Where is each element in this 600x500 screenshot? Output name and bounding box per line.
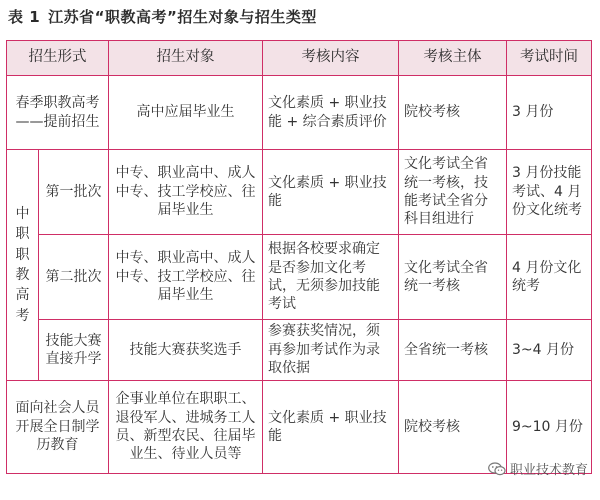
- cell-time: 9~10 月份: [507, 381, 592, 474]
- cell-form: 春季职教高考——提前招生: [7, 76, 109, 150]
- cell-time: 3 月份: [507, 76, 592, 150]
- table-row: [7, 150, 592, 235]
- cell-body: 全省统一考核: [399, 320, 507, 381]
- cell-content: 参赛获奖情况，须再参加考试作为录取依据: [263, 320, 399, 381]
- wechat-icon: [488, 462, 506, 476]
- table-caption: [8, 6, 317, 27]
- cell-time: 3 月份技能考试、4 月份文化统考: [507, 150, 592, 235]
- table-row: [7, 76, 592, 150]
- cell-target: 中专、职业高中、成人中专、技工学校应、往届毕业生: [109, 150, 263, 235]
- header-target: 招生对象: [109, 41, 263, 76]
- header-content: 考核内容: [263, 41, 399, 76]
- cell-content: 文化素质 + 职业技能 + 综合素质评价: [263, 76, 399, 150]
- cell-sub: 第一批次: [39, 150, 109, 235]
- cell-form: 面向社会人员开展全日制学历教育: [7, 381, 109, 474]
- cell-target: 企事业单位在职职工、退役军人、进城务工人员、新型农民、往届毕业生、待业人员等: [109, 381, 263, 474]
- table-row: [7, 235, 592, 320]
- cell-time: 3~4 月份: [507, 320, 592, 381]
- cell-target: 中专、职业高中、成人中专、技工学校应、往届毕业生: [109, 235, 263, 320]
- cell-body: 文化考试全省统一考核: [399, 235, 507, 320]
- cell-group-text: 中职职教高考: [15, 206, 30, 324]
- header-form: 招生形式: [7, 41, 109, 76]
- cell-body: 院校考核: [399, 381, 507, 474]
- cell-group: [7, 150, 39, 381]
- enrollment-table: [6, 40, 592, 474]
- cell-body: 院校考核: [399, 76, 507, 150]
- cell-sub: 技能大赛直接升学: [39, 320, 109, 381]
- cell-content: 文化素质 + 职业技能: [263, 150, 399, 235]
- table-caption-title: 江苏省“职教高考”招生对象与招生类型: [48, 8, 317, 26]
- header-time: 考试时间: [507, 41, 592, 76]
- cell-content: 根据各校要求确定是否参加文化考试，无须参加技能考试: [263, 235, 399, 320]
- cell-target: 高中应届毕业生: [109, 76, 263, 150]
- header-body: 考核主体: [399, 41, 507, 76]
- table-caption-number: 表 1: [8, 8, 41, 26]
- cell-content: 文化素质 + 职业技能: [263, 381, 399, 474]
- table-row: [7, 320, 592, 381]
- watermark-text: 职业技术教育: [509, 463, 588, 478]
- cell-sub: 第二批次: [39, 235, 109, 320]
- cell-target: 技能大赛获奖选手: [109, 320, 263, 381]
- watermark: [488, 459, 588, 478]
- table-header-row: [7, 41, 592, 76]
- cell-body: 文化考试全省统一考核，技能考试全省分科目组进行: [399, 150, 507, 235]
- cell-time: 4 月份文化统考: [507, 235, 592, 320]
